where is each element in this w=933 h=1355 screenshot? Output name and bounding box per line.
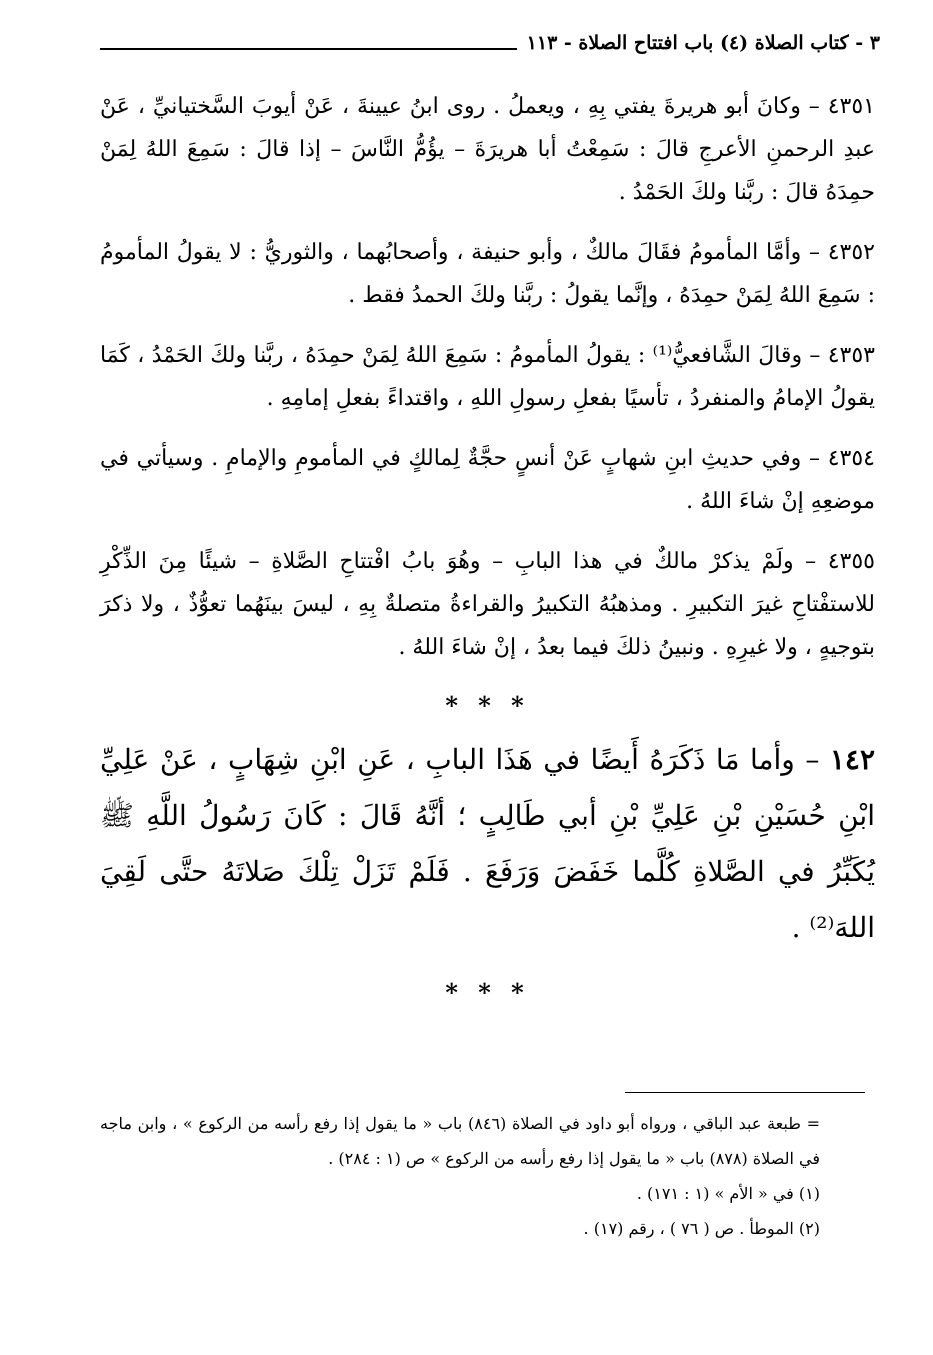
section-separator: * * *	[445, 691, 530, 720]
footnote-rule	[625, 1092, 865, 1093]
hadith-number: ١٤٢	[829, 743, 875, 776]
footnote-continuation: = طبعة عبد الباقي ، ورواه أبو داود في الصلاة (٨٤٦) باب « ما يقول إذا رفع رأسه من الركوع » ، وابن ماجه في الصلاة (٨٧٨) باب « ما يقول إذا رفع رأسه من الركوع » ص (١ : ٢٨٤) .	[100, 1114, 821, 1168]
paragraph-4353: ٤٣٥٣ – وقالَ الشَّافعيُّ⁽¹⁾ : يقولُ المأمومُ : سَمِعَ اللهُ لِمَنْ حمِدَهُ ، ربَّنا ولكَ الحَمْدُ ، كَمَا يقولُ الإمامُ والمنفردُ ، تأسيًا بفعلِ رسولِ اللهِ ، واقتداءً بفعلِ إمامِهِ .	[100, 343, 875, 411]
paragraph-4354: ٤٣٥٤ – وفي حديثِ ابنِ شهابٍ عَنْ أنسٍ حجَّةٌ لِمالكٍ في المأمومِ والإمامِ . وسيأتي في موضعِهِ إنْ شاءَ اللهُ .	[100, 446, 875, 514]
section-separator-2: * * *	[445, 978, 530, 1007]
paragraph-4352: ٤٣٥٢ – وأمَّا المأمومُ فقَالَ مالكٌ ، وأبو حنيفة ، وأصحابُهما ، والثوريُّ : لا يقولُ المأمومُ : سَمِعَ اللهُ لِمَنْ حمِدَهُ ، وإنَّما يقولُ : ربَّنا ولكَ الحمدُ فقط .	[100, 240, 875, 308]
header-title: ٣ - كتاب الصلاة (٤) باب افتتاح الصلاة - ١١٣	[517, 32, 880, 54]
paragraph-4355: ٤٣٥٥ – ولَمْ يذكرْ مالكٌ في هذا البابِ – وهُوَ بابُ افْتتاحِ الصَّلاةِ – شيئًا مِنَ الذِّكْرِ للاستفْتاحِ غيرَ التكبيرِ . ومذهبُهُ التكبيرُ والقراءةُ متصلةٌ بِهِ ، ليسَ بينَهُما تعوُّذٌ ، ولا ذكرَ بتوجيهٍ ، ولا غيرِهِ . ونبينُ ذلكَ فيما بعدُ ، إنْ شاءَ اللهُ .	[100, 549, 875, 660]
running-header	[100, 30, 880, 60]
hadith-text: – وأما مَا ذَكَرَهُ أَيضًا في هَذَا البابِ ، عَنِ ابْنِ شِهَابٍ ، عَنْ عَلِيِّ ابْنِ حُسَيْنِ بْنِ عَلِيِّ بْنِ أبي طَالِبٍ ؛ أنَّهُ قَالَ : كَانَ رَسُولُ اللَّهِ ﷺ يُكَبِّرُ في الصَّلاةِ كُلَّما خَفَضَ وَرَفَعَ . فَلَمْ تَزَلْ تِلْكَ صَلاتَهُ حتَّى لَقِيَ اللهَ⁽²⁾ .	[100, 743, 875, 944]
main-text	[100, 85, 875, 1019]
footnotes	[100, 1106, 820, 1246]
footnote-2: (٢) الموطأ . ص ( ٧٦ ) ، رقم (١٧) .	[583, 1219, 820, 1238]
hadith-142	[100, 732, 875, 956]
paragraph-4351: ٤٣٥١ – وكانَ أبو هريرةَ يفتي بِهِ ، ويعملُ . روى ابنُ عيينةَ ، عَنْ أيوبَ السَّختيانيِّ ، عَنْ عبدِ الرحمنِ الأعرجِ قالَ : سَمِعْتُ أبا هريرَةَ – يؤُمُّ النَّاسَ – إذا قالَ : سَمِعَ اللهُ لِمَنْ حمِدَهُ قالَ : ربَّنا ولكَ الحَمْدُ .	[100, 94, 875, 205]
footnote-1: (١) في « الأم » (١ : ١٧١) .	[636, 1184, 820, 1203]
